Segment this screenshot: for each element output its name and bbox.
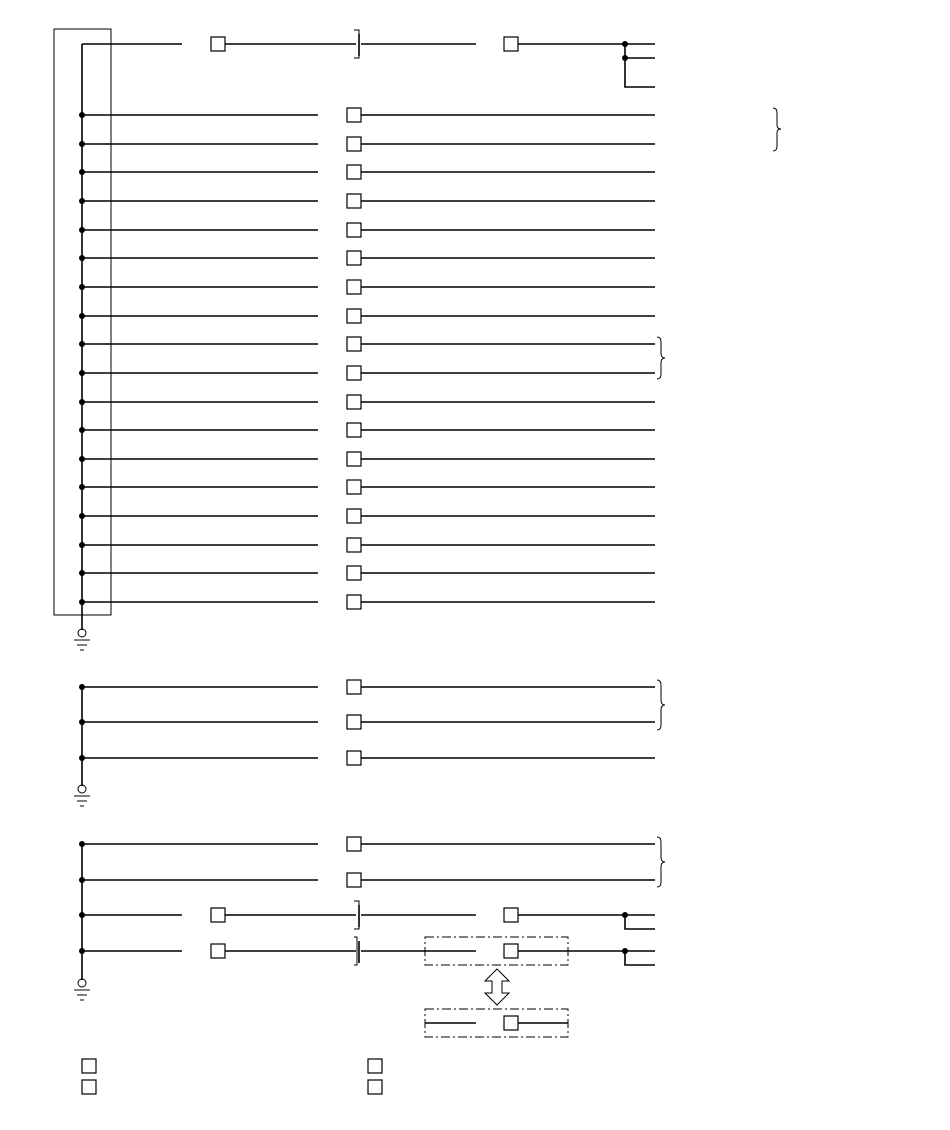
terminal-box [347, 751, 361, 765]
signal-row [79, 337, 655, 351]
terminal-box [347, 309, 361, 323]
signal-row [79, 751, 655, 765]
section-connector-group [54, 29, 781, 650]
terminal-box [347, 680, 361, 694]
terminal-box [347, 715, 361, 729]
terminal-box [347, 873, 361, 887]
terminal-box [347, 194, 361, 208]
terminal-box [347, 509, 361, 523]
signal-row [79, 165, 655, 179]
top-row [82, 30, 655, 87]
signal-row [79, 538, 655, 552]
terminal-box [347, 165, 361, 179]
signal-row [79, 194, 655, 208]
signal-rows [79, 108, 655, 609]
terminal-box [504, 908, 518, 922]
terminal-box [347, 108, 361, 122]
terminal-box [211, 908, 225, 922]
signal-row [79, 680, 655, 694]
legend-box [82, 1080, 96, 1094]
terminal-box [347, 223, 361, 237]
terminal-box [347, 837, 361, 851]
terminal-box [347, 452, 361, 466]
connector-row [79, 937, 655, 965]
signal-row [79, 108, 655, 122]
legend-box [82, 1059, 96, 1073]
terminal-box [347, 566, 361, 580]
signal-rows [79, 680, 655, 765]
connector-row [79, 901, 655, 929]
terminal-box [347, 251, 361, 265]
ground-symbol [74, 979, 90, 1000]
signal-row [79, 566, 655, 580]
signal-row [79, 366, 655, 380]
junction-dot [622, 55, 628, 61]
ground-symbol [74, 629, 90, 650]
terminal-box [347, 137, 361, 151]
signal-row [79, 837, 655, 851]
signal-row [79, 137, 655, 151]
signal-row [79, 715, 655, 729]
legend [82, 1059, 382, 1094]
terminal-box [504, 1016, 518, 1030]
signal-row [79, 395, 655, 409]
double-arrow-icon [485, 969, 509, 1005]
junction-dot [622, 41, 628, 47]
signal-row [79, 480, 655, 494]
terminal-box [504, 37, 518, 51]
signal-row [79, 423, 655, 437]
terminal-box [211, 37, 225, 51]
terminal-box [347, 595, 361, 609]
signal-row [79, 873, 655, 887]
signal-row [79, 309, 655, 323]
signal-rows [79, 837, 655, 887]
ground-symbol [74, 785, 90, 806]
junction-dot [622, 912, 628, 918]
signal-row [79, 509, 655, 523]
terminal-box [347, 280, 361, 294]
section-three-wire-group [74, 680, 665, 806]
terminal-box [347, 337, 361, 351]
brace [657, 680, 665, 730]
signal-row [79, 595, 655, 609]
terminal-box [347, 423, 361, 437]
section-mixed-group [74, 837, 665, 1037]
signal-row [79, 452, 655, 466]
signal-row [79, 251, 655, 265]
terminal-box [347, 480, 361, 494]
signal-row [79, 223, 655, 237]
terminal-box [347, 366, 361, 380]
terminal-box [504, 944, 518, 958]
terminal-box [347, 538, 361, 552]
legend-box [368, 1080, 382, 1094]
junction-dot [622, 948, 628, 954]
alternative-option [425, 1009, 568, 1037]
brace [773, 108, 781, 151]
brace [657, 337, 665, 379]
legend-box [368, 1059, 382, 1073]
terminal-box [211, 944, 225, 958]
brace [657, 837, 665, 887]
terminal-box [347, 395, 361, 409]
signal-row [79, 280, 655, 294]
